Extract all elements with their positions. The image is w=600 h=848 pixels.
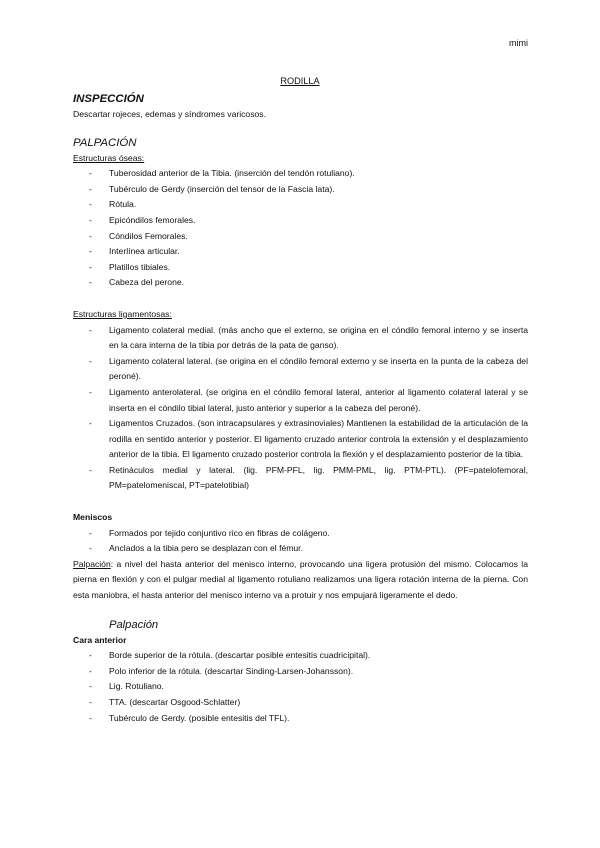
list-item: - Platillos tibiales.	[73, 260, 528, 276]
list-item: - Rótula.	[73, 197, 528, 213]
meniscos-palpacion-label: Palpación	[73, 558, 111, 569]
list-item: - Ligamentos Cruzados. (son intracapsulares y extrasinoviales) Mantienen la estabilidad de la articulación de la rodilla en sentido anterior y posterior. El ligamento cruzado anterior controla la extensión y el desplazamiento anterior de la tibia. El ligamento cruzado posterior controla la flexión y el desplazamiento posterior de la tibia.	[73, 416, 528, 463]
list-item: - Anclados a la tibia pero se desplazan con el fémur.	[73, 541, 528, 557]
list-item: - Ligamento colateral medial. (más ancho que el externo, se origina en el cóndilo femoral interno y se inserta en la cara interna de la tibia por detrás de la pata de ganso).	[73, 323, 528, 354]
meniscos-list	[73, 526, 528, 557]
list-item: - Borde superior de la rótula. (descartar posible entesitis cuadricipital).	[73, 648, 528, 664]
list-item: - Tuberosidad anterior de la Tibia. (inserción del tendón rotuliano).	[73, 166, 528, 182]
palpacion-heading: PALPACIÓN	[73, 136, 137, 149]
list-item: - Ligamento colateral lateral. (se origina en el cóndilo femoral externo y se inserta en la punta de la cabeza del peroné).	[73, 354, 528, 385]
cara-anterior-heading: Cara anterior	[73, 634, 127, 645]
cara-anterior-list	[73, 648, 528, 726]
list-item: - Polo inferior de la rótula. (descartar Sinding-Larsen-Johansson).	[73, 664, 528, 680]
list-item: - Lig. Rotuliano.	[73, 679, 528, 695]
list-item: - Retináculos medial y lateral. (lig. PFM-PFL, lig. PMM-PML, lig. PTM-PTL). (PF=patelofemoral, PM=patelomeniscal, PT=patelotibial)	[73, 463, 528, 494]
oseas-list	[73, 166, 528, 291]
inspeccion-text: Descartar rojeces, edemas y síndromes varicosos.	[73, 109, 266, 119]
list-item: - TTA. (descartar Osgood-Schlatter)	[73, 695, 528, 711]
list-item: - Tubérculo de Gerdy (inserción del tensor de la Fascia lata).	[73, 182, 528, 198]
palpacion2-heading: Palpación	[109, 618, 159, 631]
inspeccion-heading: INSPECCIÓN	[73, 93, 144, 105]
document-content	[73, 92, 528, 726]
meniscos-palpacion-text: : a nivel del hasta anterior del menisco interno, provocando una ligera protusión del mismo. Colocamos la pierna en flexión y con el pulgar medial al ligamento rotuliano realizamos una ligera rotación interna de la pierna. Con esta maniobra, el hasta anterior del menisco interno va a protuir y nos empujará ligeramente el dedo.	[73, 558, 528, 601]
meniscos-heading: Meniscos	[73, 512, 113, 523]
ligamentosas-list	[73, 323, 528, 495]
ligamentosas-heading: Estructuras ligamentosas:	[73, 308, 172, 319]
list-item: - Cabeza del perone.	[73, 275, 528, 291]
list-item: - Interlínea articular.	[73, 244, 528, 260]
list-item: - Ligamento anterolateral. (se origina en el cóndilo femoral lateral, anterior al ligamento colateral lateral y se inserta en el cóndilo tibial lateral, justo anterior y superior a la cabeza del peroné).	[73, 385, 528, 416]
header-user: mimi	[509, 38, 528, 48]
meniscos-palpacion-paragraph	[73, 557, 528, 604]
oseas-heading: Estructuras óseas:	[73, 152, 145, 163]
list-item: - Cóndilos Femorales.	[73, 229, 528, 245]
document-title	[0, 76, 600, 86]
list-item: - Epicóndilos femorales.	[73, 213, 528, 229]
title-text: RODILLA	[280, 76, 320, 86]
list-item: - Tubérculo de Gerdy. (posible entesitis del TFL).	[73, 711, 528, 727]
list-item: - Formados por tejido conjuntivo rico en fibras de colágeno.	[73, 526, 528, 542]
